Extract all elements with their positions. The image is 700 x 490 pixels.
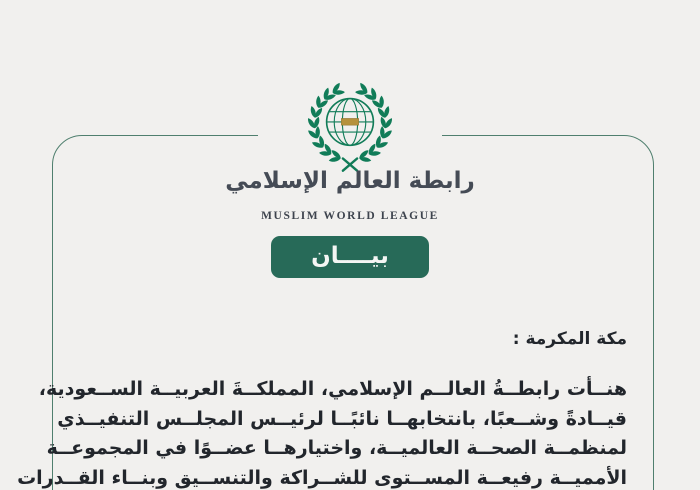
brand-english-name: MUSLIM WORLD LEAGUE <box>261 210 439 222</box>
statement-banner: بيــــان <box>271 236 429 278</box>
location-heading: مكة المكرمة : <box>512 329 627 349</box>
statement-line: هنــأت رابطــةُ العالــم الإسلامي، المملكــةَ العربيــة الســعودية، <box>38 378 627 400</box>
gold-band-icon <box>341 118 358 125</box>
mwl-wreath-globe-logo-icon <box>289 81 411 175</box>
statement-line: لمنظمــة الصحــة العالميــة، واختيارهــا عضــوًا في المجموعــة <box>46 437 627 459</box>
brand-arabic-name: رابطة العالم الإسلامي <box>225 168 475 194</box>
statement-line: الأمميــة رفيعــة المســتوى للشــراكة والتنســيق وبنــاء القــدرات <box>17 466 627 489</box>
statement-body <box>17 375 627 490</box>
statement-line: قيــادةً وشــعبًا، بانتخابهــا نائبًــا لرئيــس المجلــس التنفيــذي <box>57 407 627 430</box>
